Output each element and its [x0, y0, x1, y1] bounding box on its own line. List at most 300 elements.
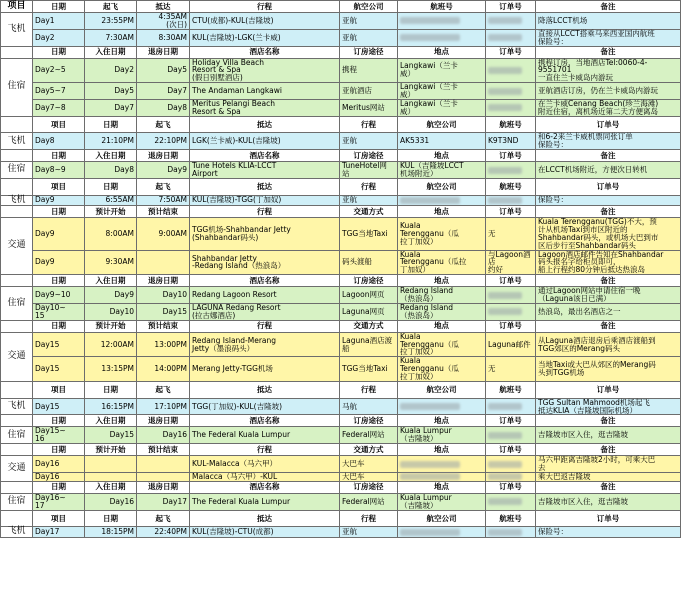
column-header: 订单号 [536, 178, 681, 195]
hotel-row [1, 303, 681, 320]
column-header: 航空公司 [398, 510, 486, 527]
cell: 21:10PM [85, 133, 137, 150]
cell: 降落LCCT机场 [536, 13, 681, 30]
redacted-value [488, 67, 522, 74]
cell: 亚航 [340, 195, 398, 205]
column-header: 抵达 [137, 1, 190, 13]
cell: Day9 [33, 250, 85, 275]
cell: 17:10PM [137, 398, 190, 415]
column-header: 行程 [190, 206, 340, 218]
column-header: 地点 [398, 415, 486, 427]
column-header: 日期 [33, 444, 85, 456]
cell: Day15 [85, 427, 137, 444]
section-header-row [1, 320, 681, 332]
column-header: 订单号 [486, 46, 536, 58]
cell: Kuala Terengganu（瓜拉 丁加奴） [398, 250, 486, 275]
column-header: 备注 [536, 46, 681, 58]
column-header: 项目 [1, 1, 33, 13]
column-header: 航空公司 [398, 178, 486, 195]
cell [486, 99, 536, 116]
column-header: 退房日期 [137, 46, 190, 58]
cell: Day10 [137, 287, 190, 304]
column-header: 订房途径 [340, 415, 398, 427]
column-header: 抵达 [190, 178, 340, 195]
category-label: 交通 [1, 218, 33, 275]
section-header-row [1, 381, 681, 398]
cell: Day9 [137, 162, 190, 179]
column-header: 行程 [340, 178, 398, 195]
column-header: 项目 [33, 178, 85, 195]
header-category-cell [1, 46, 33, 58]
cell: 吉隆坡市区入住，逛吉隆坡 [536, 427, 681, 444]
cell [486, 29, 536, 46]
column-header: 交通方式 [340, 206, 398, 218]
column-header: 航班号 [486, 381, 536, 398]
cell: Day8 [137, 99, 190, 116]
column-header: 订单号 [486, 275, 536, 287]
column-header: 订单号 [486, 320, 536, 332]
cell: The Andaman Langkawi [190, 83, 340, 100]
cell: 7:30AM [85, 29, 137, 46]
column-header: 航空公司 [398, 381, 486, 398]
flight-row [1, 527, 681, 537]
column-header: 起飞 [137, 381, 190, 398]
section-header-row [1, 178, 681, 195]
cell [486, 83, 536, 100]
cell: Day10 [85, 303, 137, 320]
redacted-value [488, 34, 522, 41]
cell: Langkawi（兰卡 威） [398, 99, 486, 116]
column-header: 订房途径 [340, 275, 398, 287]
cell: Day15 [33, 398, 85, 415]
header-category-cell [1, 481, 33, 493]
section-header-row [1, 481, 681, 493]
redacted-value [400, 17, 460, 24]
cell: 16:15PM [85, 398, 137, 415]
category-label: 飞机 [1, 13, 33, 47]
cell: Meritus Pelangi Beach Resort & Spa [190, 99, 340, 116]
cell: 亚航 [340, 29, 398, 46]
cell: Day8 [33, 133, 85, 150]
column-header: 航空公司 [340, 1, 398, 13]
column-header: 抵达 [190, 116, 340, 133]
column-header: 备注 [536, 206, 681, 218]
column-header: 订单号 [486, 1, 536, 13]
cell: KUL(吉隆坡)-LGK(兰卡威) [190, 29, 340, 46]
column-header: 项目 [33, 116, 85, 133]
cell: 9:00AM [137, 218, 190, 251]
cell: 无 [486, 357, 536, 382]
column-header: 入住日期 [85, 150, 137, 162]
cell: K9T3ND [486, 133, 536, 150]
cell: TGG当地Taxi [340, 218, 398, 251]
column-header: 地点 [398, 150, 486, 162]
cell [398, 472, 486, 481]
column-header: 订单号 [486, 444, 536, 456]
cell: 大巴车 [340, 472, 398, 481]
cell: Day5 [137, 58, 190, 83]
cell: Federal网站 [340, 493, 398, 510]
cell: Redang Island （热浪岛） [398, 303, 486, 320]
category-label: 飞机 [1, 398, 33, 415]
cell: Day16 [85, 493, 137, 510]
cell: 吉隆坡市区入住，逛吉隆坡 [536, 493, 681, 510]
column-header: 日期 [85, 178, 137, 195]
column-header: 起飞 [137, 178, 190, 195]
cell: TGG当地Taxi [340, 357, 398, 382]
redacted-value [400, 197, 460, 204]
column-header: 日期 [33, 320, 85, 332]
redacted-value [488, 403, 522, 410]
redacted-value [488, 432, 522, 439]
cell: 在兰卡威Cenang Beach(珍兰海滩) 附近住宿，离机场近第二天方便离岛 [536, 99, 681, 116]
cell: 携程订房，当地酒店Tel:0060-4- 9551701 一直住兰卡威岛内游玩 [536, 58, 681, 83]
cell: Day8 [85, 162, 137, 179]
cell: The Federal Kuala Lumpur [190, 493, 340, 510]
cell [486, 195, 536, 205]
cell: 22:10PM [137, 133, 190, 150]
column-header: 退房日期 [137, 150, 190, 162]
header-category-cell [1, 206, 33, 218]
category-label: 交通 [1, 456, 33, 482]
transport-row [1, 456, 681, 473]
cell [137, 456, 190, 473]
cell: Day2 [85, 58, 137, 83]
column-header: 项目 [33, 510, 85, 527]
column-header: 订房途径 [340, 481, 398, 493]
cell [137, 472, 190, 481]
cell: Day9 [33, 195, 85, 205]
column-header: 备注 [536, 1, 681, 13]
cell: 23:55PM [85, 13, 137, 30]
category-label: 住宿 [1, 427, 33, 444]
cell: Kuala Lumpur （吉隆坡） [398, 493, 486, 510]
cell: 亚航 [340, 527, 398, 537]
cell: 从Laguna酒店退房后乘酒店渡船到 TGG郊区的Merang码头 [536, 332, 681, 357]
cell [85, 472, 137, 481]
column-header: 预计结束 [137, 320, 190, 332]
hotel-row [1, 493, 681, 510]
cell: Day17 [33, 527, 85, 537]
cell: Day9 [33, 218, 85, 251]
cell: Day9 [85, 287, 137, 304]
cell [486, 427, 536, 444]
cell: 大巴车 [340, 456, 398, 473]
column-header: 订单号 [536, 116, 681, 133]
cell: 亚航 [340, 13, 398, 30]
cell: Langkawi（兰卡 威） [398, 58, 486, 83]
column-header: 行程 [190, 444, 340, 456]
cell: Day16~ 17 [33, 493, 85, 510]
category-label: 飞机 [1, 133, 33, 150]
column-header: 订房途径 [340, 46, 398, 58]
cell: Kuala Terengganu（瓜 拉丁加奴） [398, 332, 486, 357]
column-header: 航班号 [486, 116, 536, 133]
column-header: 起飞 [85, 1, 137, 13]
cell: Kuala Terengganu（瓜 拉丁加奴） [398, 357, 486, 382]
hotel-row [1, 83, 681, 100]
column-header: 预计开始 [85, 444, 137, 456]
column-header: 行程 [340, 116, 398, 133]
cell: Day16 [33, 472, 85, 481]
flight-row [1, 13, 681, 30]
transport-row [1, 472, 681, 481]
cell: 12:00AM [85, 332, 137, 357]
cell: 通过Lagoon网站申请住宿一晚 （Laguna该日已满） [536, 287, 681, 304]
cell: Day15 [137, 303, 190, 320]
cell: 6:55AM [85, 195, 137, 205]
column-header: 地点 [398, 275, 486, 287]
column-header: 交通方式 [340, 320, 398, 332]
cell: KUL（吉隆坡LCCT 机场附近） [398, 162, 486, 179]
column-header: 行程 [190, 320, 340, 332]
column-header: 酒店名称 [190, 415, 340, 427]
cell: 13:15PM [85, 357, 137, 382]
cell: 热浪岛，最出名酒店之一 [536, 303, 681, 320]
cell: Day8~9 [33, 162, 85, 179]
cell: 4:35AM (次日) [137, 13, 190, 30]
cell [85, 456, 137, 473]
cell [398, 13, 486, 30]
redacted-value [488, 498, 522, 505]
header-row [1, 1, 681, 13]
cell: KUL(吉隆坡)-TGG(丁加奴) [190, 195, 340, 205]
column-header: 日期 [33, 150, 85, 162]
cell: Day15 [33, 357, 85, 382]
column-header: 预计结束 [137, 444, 190, 456]
header-category-cell [1, 444, 33, 456]
section-header-row [1, 510, 681, 527]
section-header-row [1, 46, 681, 58]
header-category-cell [1, 415, 33, 427]
cell: 无 [486, 218, 536, 251]
cell: Kuala Lumpur （吉隆坡） [398, 427, 486, 444]
header-category-cell [1, 510, 33, 527]
cell: TGG(丁加奴)-KUL(吉隆坡) [190, 398, 340, 415]
column-header: 起飞 [137, 510, 190, 527]
flight-row [1, 398, 681, 415]
cell: Day5 [85, 83, 137, 100]
column-header: 入住日期 [85, 481, 137, 493]
cell: Federal网站 [340, 427, 398, 444]
transport-row [1, 357, 681, 382]
cell [486, 527, 536, 537]
category-label: 住宿 [1, 287, 33, 321]
column-header: 酒店名称 [190, 481, 340, 493]
category-label: 飞机 [1, 527, 33, 537]
cell: Day15 [33, 332, 85, 357]
cell: Meritus网站 [340, 99, 398, 116]
cell: 直接从LCCT搭乘马来西亚国内航班 保险号： [536, 29, 681, 46]
column-header: 入住日期 [85, 46, 137, 58]
cell: KUL(吉隆坡)-CTU(成都) [190, 527, 340, 537]
cell: LAGUNA Redang Resort (拉古娜酒店) [190, 303, 340, 320]
column-header: 航班号 [398, 1, 486, 13]
cell: Shahbandar Jetty -Redang Island（热浪岛） [190, 250, 340, 275]
cell: 马六甲距离吉隆坡2小时，可乘大巴 去 [536, 456, 681, 473]
column-header: 行程 [340, 381, 398, 398]
hotel-row [1, 99, 681, 116]
column-header: 地点 [398, 481, 486, 493]
redacted-value [488, 473, 522, 480]
column-header: 预计开始 [85, 320, 137, 332]
transport-row [1, 250, 681, 275]
cell: KUL-Malacca（马六甲） [190, 456, 340, 473]
cell: 与Lagoon酒店 约好 [486, 250, 536, 275]
column-header: 日期 [33, 1, 85, 13]
column-header: 备注 [536, 320, 681, 332]
column-header: 日期 [85, 116, 137, 133]
cell [137, 250, 190, 275]
cell: 8:30AM [137, 29, 190, 46]
column-header: 入住日期 [85, 415, 137, 427]
redacted-value [400, 473, 460, 480]
cell: Day7 [137, 83, 190, 100]
transport-row [1, 332, 681, 357]
cell [486, 162, 536, 179]
column-header: 退房日期 [137, 275, 190, 287]
cell: 亚航酒店 [340, 83, 398, 100]
cell: Day9~10 [33, 287, 85, 304]
column-header: 订房途径 [340, 150, 398, 162]
column-header: 酒店名称 [190, 275, 340, 287]
column-header: 地点 [398, 206, 486, 218]
cell: Laguna酒店渡 船 [340, 332, 398, 357]
redacted-value [488, 197, 522, 204]
cell: Day16 [33, 456, 85, 473]
column-header: 日期 [33, 415, 85, 427]
category-label: 住宿 [1, 162, 33, 179]
redacted-value [400, 403, 460, 410]
cell: 22:40PM [137, 527, 190, 537]
column-header: 预计结束 [137, 206, 190, 218]
column-header: 日期 [33, 46, 85, 58]
cell: 13:00PM [137, 332, 190, 357]
column-header: 日期 [85, 381, 137, 398]
column-header: 行程 [340, 510, 398, 527]
flight-row [1, 195, 681, 205]
column-header: 日期 [33, 481, 85, 493]
cell: Holiday Villa Beach Resort & Spa (假日别墅酒店) [190, 58, 340, 83]
cell [486, 472, 536, 481]
column-header: 日期 [33, 206, 85, 218]
hotel-row [1, 162, 681, 179]
column-header: 日期 [85, 510, 137, 527]
header-category-cell [1, 320, 33, 332]
column-header: 备注 [536, 415, 681, 427]
cell [398, 527, 486, 537]
redacted-value [488, 461, 522, 468]
transport-row [1, 218, 681, 251]
flight-row [1, 133, 681, 150]
cell [486, 493, 536, 510]
cell: Kuala Terengganu(TGG)不大，预 计从机场Taxi到市区附近的 Shahbandar码头，或机场大巴到市 区后步行至Shahbandar码头 [536, 218, 681, 251]
cell: Malacca（马六甲）-KUL [190, 472, 340, 481]
column-header: 订单号 [486, 415, 536, 427]
cell: 当地Taxi或大巴从郊区的Merang码 头到TGG机场 [536, 357, 681, 382]
section-header-row [1, 444, 681, 456]
column-header: 备注 [536, 275, 681, 287]
redacted-value [488, 88, 522, 95]
column-header: 订单号 [486, 206, 536, 218]
column-header: 订单号 [486, 481, 536, 493]
cell [486, 287, 536, 304]
cell [398, 195, 486, 205]
cell: 8:00AM [85, 218, 137, 251]
column-header: 订单号 [536, 510, 681, 527]
flight-row [1, 29, 681, 46]
column-header: 地点 [398, 320, 486, 332]
cell: TGG Sultan Mahmood机场起飞 抵达KLIA（吉隆坡国际机场） [536, 398, 681, 415]
redacted-value [400, 34, 460, 41]
section-header-row [1, 116, 681, 133]
section-header-row [1, 415, 681, 427]
cell: Redang Island-Merang Jetty（墨浪码头） [190, 332, 340, 357]
column-header: 航空公司 [398, 116, 486, 133]
cell: 在LCCT机场附近，方便次日转机 [536, 162, 681, 179]
section-header-row [1, 150, 681, 162]
category-label: 交通 [1, 332, 33, 381]
cell: Langkawi（兰卡 威） [398, 83, 486, 100]
column-header: 交通方式 [340, 444, 398, 456]
cell: Day7 [85, 99, 137, 116]
column-header: 预计开始 [85, 206, 137, 218]
cell: Kuala Terengganu（瓜 拉丁加奴） [398, 218, 486, 251]
cell [486, 58, 536, 83]
column-header: 订单号 [536, 381, 681, 398]
column-header: 备注 [536, 150, 681, 162]
column-header: 航班号 [486, 510, 536, 527]
cell [486, 398, 536, 415]
column-header: 航班号 [486, 178, 536, 195]
cell: Laguna邮件 [486, 332, 536, 357]
section-header-row [1, 275, 681, 287]
cell: Redang Island （热浪岛） [398, 287, 486, 304]
cell: 乘大巴返吉隆坡 [536, 472, 681, 481]
section-header-row [1, 206, 681, 218]
cell [486, 13, 536, 30]
column-header: 日期 [33, 275, 85, 287]
hotel-row [1, 58, 681, 83]
column-header: 备注 [536, 444, 681, 456]
column-header: 订单号 [486, 150, 536, 162]
redacted-value [488, 17, 522, 24]
column-header: 入住日期 [85, 275, 137, 287]
cell: The Federal Kuala Lumpur [190, 427, 340, 444]
column-header: 地点 [398, 46, 486, 58]
cell: Tune Hotels KLIA-LCCT Airport [190, 162, 340, 179]
header-category-cell [1, 116, 33, 133]
cell: Day17 [137, 493, 190, 510]
cell: Day7~8 [33, 99, 85, 116]
cell: Day5~7 [33, 83, 85, 100]
cell: Day15~ 16 [33, 427, 85, 444]
cell [486, 456, 536, 473]
cell: Laguna网页 [340, 303, 398, 320]
cell: 亚航 [340, 133, 398, 150]
cell: 9:30AM [85, 250, 137, 275]
cell: 18:15PM [85, 527, 137, 537]
cell [398, 456, 486, 473]
hotel-row [1, 287, 681, 304]
redacted-value [400, 529, 460, 536]
cell: 码头渡船 [340, 250, 398, 275]
category-label: 飞机 [1, 195, 33, 205]
cell: Lagoon网页 [340, 287, 398, 304]
column-header: 退房日期 [137, 415, 190, 427]
cell: Lagoon酒店邮件告知在Shahbandar 码头报名字给柜员即可， 船上行程约80分钟后抵达热浪岛 [536, 250, 681, 275]
column-header: 退房日期 [137, 481, 190, 493]
